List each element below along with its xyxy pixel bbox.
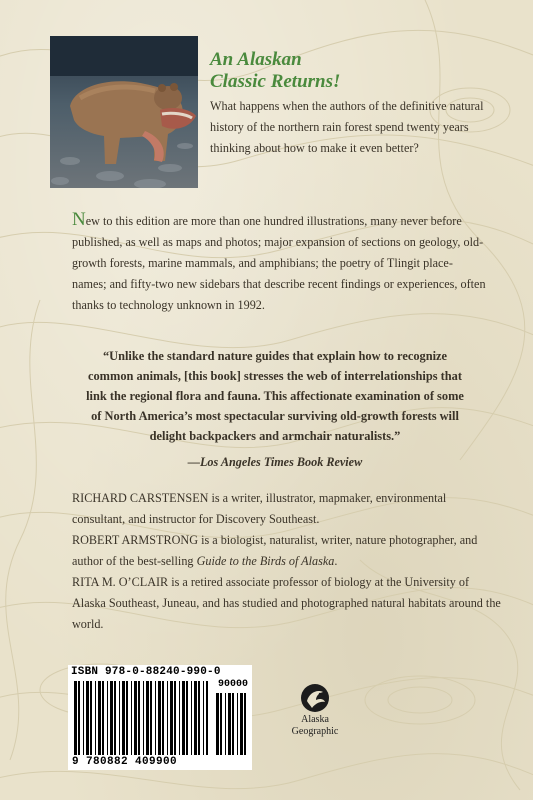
barcode-bar: [110, 681, 113, 755]
barcode-bar: [237, 693, 238, 755]
barcode-bar: [158, 681, 161, 755]
barcode-bar: [78, 681, 80, 755]
barcode-bar: [225, 693, 226, 755]
barcode-bar: [179, 681, 180, 755]
alaska-geographic-logo-icon: [300, 683, 330, 713]
barcode-bar: [119, 681, 120, 755]
barcode-bar: [114, 681, 116, 755]
barcode-bar: [170, 681, 173, 755]
barcode-bar: [95, 681, 96, 755]
barcode-bars: [68, 665, 252, 770]
barcode-bar: [162, 681, 164, 755]
barcode-bar: [186, 681, 188, 755]
barcode-bar: [167, 681, 168, 755]
barcode-bar: [206, 681, 208, 755]
barcode-bar: [150, 681, 152, 755]
barcode-bar: [203, 681, 204, 755]
barcode-bar: [244, 693, 246, 755]
review-quote: “Unlike the standard nature guides that explain how to recognize common animals, [this book] stresses the web of interrelationships that link the regional flora and fauna. This affectionate examination of some of North America’s most spectacular surviving old-growth forests will delight backpackers and armchair naturalists.”: [86, 349, 464, 443]
drop-cap: N: [72, 209, 86, 230]
bio-oclair: RITA M. O’CLAIR is a retired associate professor of biology at the University of Alaska Southeast, Juneau, and has studied and photographed natural habitats around the world.: [72, 575, 501, 631]
barcode-bar: [198, 681, 200, 755]
publisher-name-line-2: Geographic: [291, 726, 339, 737]
barcode-bar: [143, 681, 144, 755]
author-bios: [72, 488, 502, 635]
barcode-bar: [98, 681, 101, 755]
price-code-digits: 90000: [218, 679, 249, 690]
publisher-logo: [285, 683, 345, 737]
barcode-bar: [232, 693, 234, 755]
publisher-name-line-1: Alaska: [301, 714, 329, 725]
bear-with-salmon-image: [50, 36, 198, 188]
barcode: [68, 665, 252, 770]
intro-paragraph: What happens when the authors of the definitive natural history of the northern rain forest spend twenty years thinking about how to make it even better?: [210, 99, 484, 155]
barcode-bar: [83, 681, 84, 755]
review-attribution: —Los Angeles Times Book Review: [187, 455, 363, 469]
bio-carstensen: RICHARD CARSTENSEN is a writer, illustrator, mapmaker, environmental consultant, and instructor for Discovery Southeast.: [72, 491, 447, 526]
barcode-bar: [146, 681, 149, 755]
barcode-bar: [134, 681, 137, 755]
bio-armstrong-book-title: Guide to the Birds of Alaska: [196, 554, 335, 568]
barcode-bar: [155, 681, 156, 755]
edition-description: [72, 210, 487, 316]
barcode-bar: [220, 693, 222, 755]
barcode-bar: [138, 681, 140, 755]
barcode-bar: [90, 681, 92, 755]
edition-description-text: ew to this edition are more than one hundred illustrations, many never before published, as well as maps and photos; major expansion of sections on geology, old-growth forests, marine mammals, and amphibians; the poetry of Tlingit place-names; and fifty-two new sidebars that describe recent findings or experiences, often thanks to technology unknown in 1992.: [72, 214, 486, 312]
barcode-bar: [131, 681, 132, 755]
headline-line-2: Classic Returns!: [210, 71, 341, 92]
bear-photo: [50, 36, 198, 188]
bio-armstrong-text: ROBERT ARMSTRONG is a biologist, naturalist, writer, nature photographer, and author of the best-selling: [72, 533, 478, 568]
barcode-bar: [228, 693, 231, 755]
barcode-bar: [74, 681, 77, 755]
headline-line-1: An Alaskan: [210, 49, 302, 70]
barcode-bar: [191, 681, 192, 755]
bio-armstrong-end: .: [334, 554, 338, 568]
barcode-bar: [194, 681, 197, 755]
barcode-bar: [86, 681, 89, 755]
barcode-bar: [182, 681, 185, 755]
barcode-bar: [216, 693, 219, 755]
barcode-bar: [107, 681, 108, 755]
barcode-bar: [122, 681, 125, 755]
isbn-label: ISBN 978-0-88240-990-0: [71, 666, 221, 678]
barcode-bar: [102, 681, 104, 755]
bio-armstrong: [72, 530, 502, 572]
barcode-bar: [126, 681, 128, 755]
ean-digits: 9 780882 409900: [72, 756, 178, 768]
barcode-bar: [174, 681, 176, 755]
headline: [210, 49, 410, 93]
barcode-bar: [240, 693, 243, 755]
